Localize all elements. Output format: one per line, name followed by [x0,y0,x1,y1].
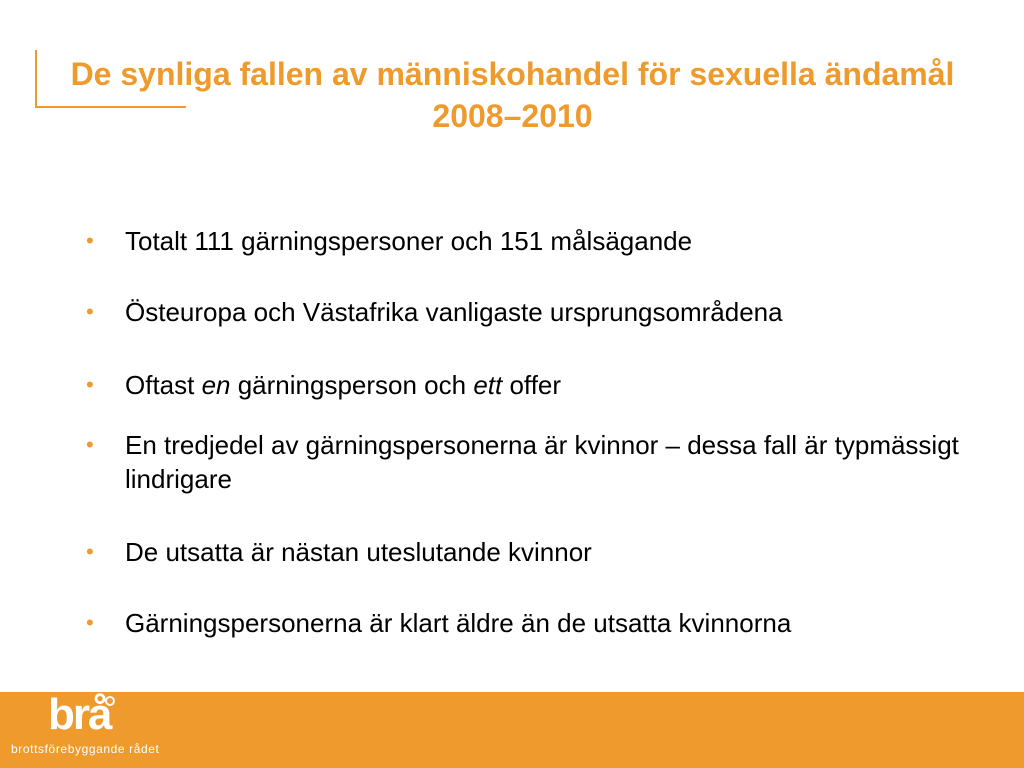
bullet-item [86,224,996,258]
bullet-text: Gärningspersonerna är klart äldre än de utsatta kvinnorna [125,608,792,638]
bullet-text-part: offer [502,370,562,400]
bullet-text: De utsatta är nästan uteslutande kvinnor [125,537,592,567]
logo-wordmark: brå [48,690,111,739]
bullet-text: En tredjedel av gärningspersonerna är kvinnor – dessa fall är typmässigt lindrigare [125,430,959,494]
bullet-text: Östeuropa och Västafrika vanligaste ursprungsområdena [125,297,783,327]
bullet-text-part: gärningsperson och [230,370,474,400]
bullet-text-part: Oftast [125,370,202,400]
bullet-emphasis: en [201,370,231,400]
slide-title: De synliga fallen av människohandel för sexuella ändamål 2008–2010 [70,56,955,134]
bullet-icon: • [86,228,94,253]
bullet-text [125,368,996,402]
bullet-item [86,535,996,569]
bullet-text: Totalt 111 gärningspersoner och 151 målsägande [125,226,693,256]
bullet-icon: • [86,432,94,457]
logo-ring-icon [105,696,115,706]
bullet-emphasis: ett [473,370,503,400]
bullet-item [86,428,996,496]
bullet-icon: • [86,299,94,324]
bra-logo [8,690,178,764]
bullet-item [86,368,996,402]
bullet-item [86,295,996,329]
bullet-icon: • [86,610,94,635]
logo-tagline: brottsförebyggande rådet [11,742,160,756]
bullet-icon: • [86,372,94,397]
bullet-icon: • [86,539,94,564]
footer-bar [0,692,1024,768]
bullet-item [86,606,996,640]
